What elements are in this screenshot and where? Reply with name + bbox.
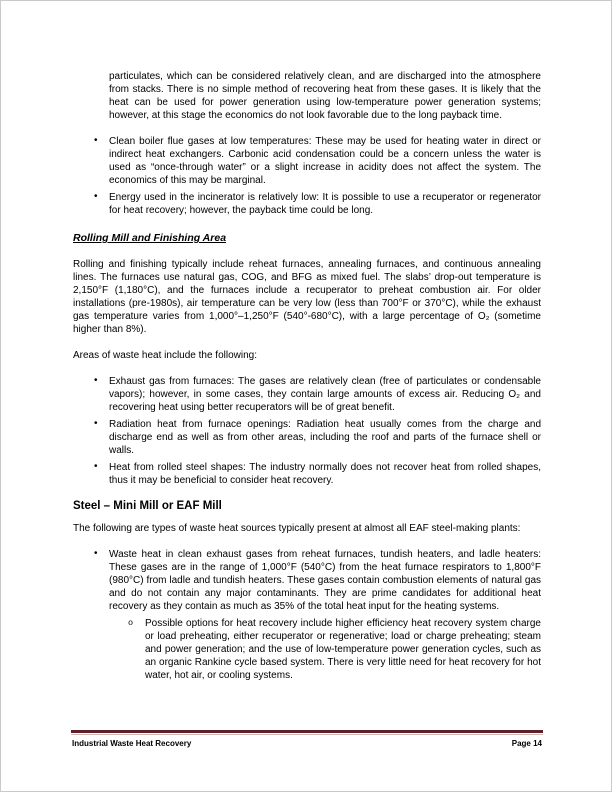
bullet-item-clean-boiler	[94, 135, 541, 187]
footer-rule-shadow	[71, 734, 543, 735]
section-heading-rolling-mill: Rolling Mill and Finishing Area	[73, 232, 227, 244]
footer-rule	[71, 730, 543, 733]
bullet-marker: •	[94, 418, 98, 429]
bullet-text: Heat from rolled steel shapes: The industry normally does not recover heat from rolled shapes, thus it may be beneficial to consider heat recovery.	[109, 462, 541, 486]
steel-lead-in: The following are types of waste heat sources typically present at almost all EAF steel-making plants:	[73, 523, 521, 534]
rolling-mill-lead-in: Areas of waste heat include the following:	[73, 350, 257, 361]
bullet-marker: •	[94, 135, 98, 146]
bullet-item-incinerator-energy	[94, 191, 541, 217]
bullet-marker: •	[94, 461, 98, 472]
rolling-mill-paragraph: Rolling and finishing typically include reheat furnaces, annealing furnaces, and continuous annealing lines. The furnaces use natural gas, COG, and BFG as mixed fuel. The slabs’ drop-out temperature is 2,150°F (1,180°C), and the furnaces include a recuperator to preheat combustion air. For older installations (pre-1980s), air temperature can be very low (less than 700°F or 370°C), while the exhaust gas temperature varies from 1,000°–1,250°F (540°-680°C), with a large percentage of O₂ (sometime higher than 8%).	[73, 259, 541, 335]
bullet-text: Waste heat in clean exhaust gases from reheat furnaces, tundish heaters, and ladle heaters: These gases are in the range of 1,000°F (540°C) from the heat furnace respirators to 1,800°F (980°C) from ladle and tundish heaters. These gases contain combustion elements of natural gas and do not contain any major contaminants. They are prime candidates for additional heat recovery as they contain as much as 35% of the total heat input for the heating systems.	[109, 549, 541, 612]
bullet-text: Clean boiler flue gases at low temperatures: These may be used for heating water in direct or indirect heat exchangers. Carbonic acid condensation could be a concern unless the water is used as “once-through water” or a slight increase in acidity does not affect the system. The economics of this may be marginal.	[109, 136, 541, 186]
bullet-marker: •	[94, 548, 98, 559]
page-footer	[71, 730, 543, 748]
sub-bullet-text: Possible options for heat recovery include higher efficiency heat recovery system charge or load preheating, either recuperator or regenerative; load or charge preheating; steam and power generation; and the use of low-temperature power generation cycles, such as an organic Rankine cycle based system. There is very little need for heat recovery for hot water, hot air, or cooling systems.	[145, 618, 541, 681]
sub-bullet-item-heat-recovery-options	[128, 617, 541, 682]
bullet-marker: •	[94, 191, 98, 202]
sub-bullet-marker: o	[128, 618, 134, 628]
footer-document-title: Industrial Waste Heat Recovery	[72, 739, 192, 748]
continuation-paragraph: particulates, which can be considered relatively clean, and are discharged into the atmosphere from stacks. There is no simple method of recovering heat from these gases. It is likely that the heat can be used for power generation using low-temperature power generation systems; however, at this stage the economics do not look favorable due to the long payback time.	[109, 71, 541, 121]
bullet-item-rolled-steel	[94, 461, 541, 487]
bullet-item-waste-heat-exhaust	[94, 548, 541, 613]
bullet-marker: •	[94, 375, 98, 386]
page-content	[73, 70, 541, 686]
bullet-text: Energy used in the incinerator is relatively low: It is possible to use a recuperator or regenerator for heat recovery; however, the payback time could be long.	[109, 192, 541, 216]
bullet-item-radiation-heat	[94, 418, 541, 457]
footer-row	[71, 739, 543, 748]
footer-page-number: Page 14	[511, 739, 542, 748]
bullet-text: Radiation heat from furnace openings: Radiation heat usually comes from the charge and discharge end as well as from other areas, including the roof and parts of the furnace shell or walls.	[109, 419, 541, 456]
section-heading-steel-eaf: Steel – Mini Mill or EAF Mill	[73, 500, 222, 512]
bullet-text: Exhaust gas from furnaces: The gases are relatively clean (free of particulates or condensable vapors); however, in some cases, they contain large amounts of excess air. Reducing O₂ and recovering heat using better recuperators will be of great benefit.	[109, 376, 541, 413]
bullet-item-exhaust-gas	[94, 375, 541, 414]
